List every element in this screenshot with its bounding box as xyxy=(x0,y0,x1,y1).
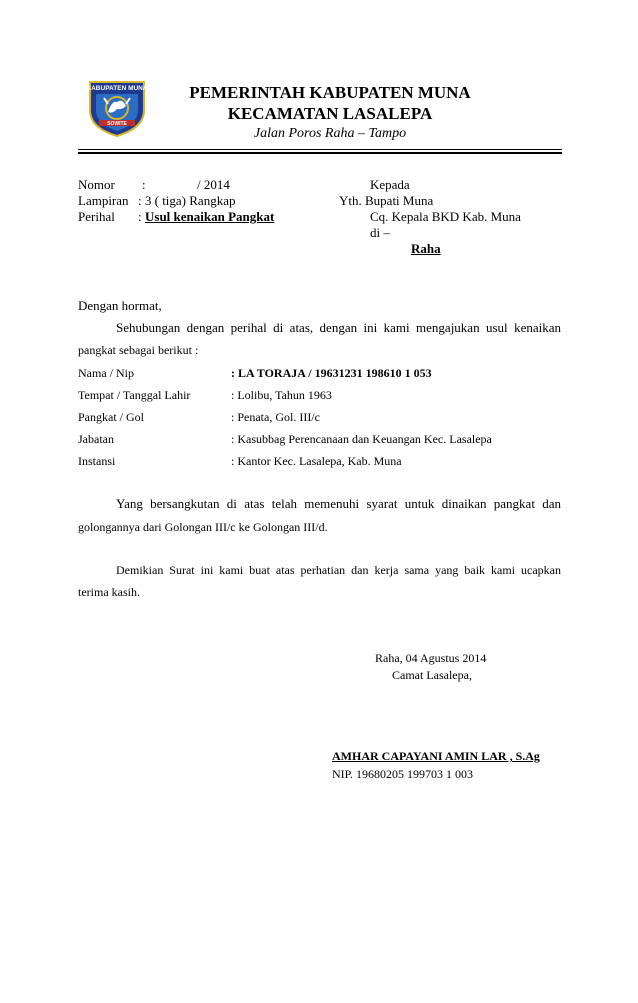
field-value-ttl: : Lolibu, Tahun 1963 xyxy=(231,388,332,402)
signature-name: AMHAR CAPAYANI AMIN LAR , S.Ag xyxy=(332,749,540,763)
nomor-separator: : xyxy=(142,177,146,192)
header-government: PEMERINTAH KABUPATEN MUNA xyxy=(189,83,471,102)
header-address: Jalan Poros Raha – Tampo xyxy=(253,126,407,141)
perihal-value: Usul kenaikan Pangkat xyxy=(145,209,275,224)
salutation: Dengan hormat, xyxy=(78,298,162,313)
lampiran-value: : 3 ( tiga) Rangkap xyxy=(138,193,236,208)
intro-line-2: pangkat sebagai berikut : xyxy=(78,343,199,357)
intro-line-1: Sehubungan dengan perihal di atas, dengan ini kami mengajukan usul kenaikan xyxy=(116,320,561,335)
recipient-di: di – xyxy=(370,225,390,240)
perihal-label: Perihal xyxy=(78,209,115,224)
nomor-label: Nomor xyxy=(78,177,115,192)
signature-nip: NIP. 19680205 199703 1 003 xyxy=(332,767,474,781)
paragraph-2-line-1: Yang bersangkutan di atas telah memenuhi syarat untuk dinaikan pangkat dan xyxy=(116,496,561,511)
nomor-value: / 2014 xyxy=(197,177,230,192)
logo-text-top: KABUPATEN MUNA xyxy=(86,85,148,92)
field-label-jabatan: Jabatan xyxy=(78,432,114,446)
lampiran-label: Lampiran xyxy=(78,193,129,208)
logo-text-bottom: SOWITE xyxy=(107,121,127,127)
recipient-city: Raha xyxy=(411,241,441,256)
field-value-pangkat: : Penata, Gol. III/c xyxy=(231,410,320,424)
field-label-ttl: Tempat / Tanggal Lahir xyxy=(78,388,191,402)
recipient-cq: Cq. Kepala BKD Kab. Muna xyxy=(370,209,521,224)
paragraph-2-line-2: golongannya dari Golongan III/c ke Golongan III/d. xyxy=(78,520,328,534)
field-value-jabatan: : Kasubbag Perencanaan dan Keuangan Kec. Lasalepa xyxy=(231,432,492,446)
header-rule-thick xyxy=(78,152,562,154)
field-value-nama: : LA TORAJA / 19631231 198610 1 053 xyxy=(231,366,432,380)
field-label-instansi: Instansi xyxy=(78,454,116,468)
header-district: KECAMATAN LASALEPA xyxy=(227,104,433,123)
field-value-instansi: : Kantor Kec. Lasalepa, Kab. Muna xyxy=(231,454,402,468)
field-label-nama: Nama / Nip xyxy=(78,366,134,380)
perihal-separator: : xyxy=(138,209,142,224)
signature-title: Camat Lasalepa, xyxy=(392,668,472,682)
recipient-bupati: Yth. Bupati Muna xyxy=(339,193,434,208)
recipient-kepada: Kepada xyxy=(370,177,410,192)
paragraph-3-line-1: Demikian Surat ini kami buat atas perhatian dan kerja sama yang baik kami ucapkan xyxy=(116,563,561,577)
paragraph-3-line-2: terima kasih. xyxy=(78,585,140,599)
header-rule-thin xyxy=(78,149,562,150)
field-label-pangkat: Pangkat / Gol xyxy=(78,410,144,424)
signature-place-date: Raha, 04 Agustus 2014 xyxy=(375,651,487,665)
